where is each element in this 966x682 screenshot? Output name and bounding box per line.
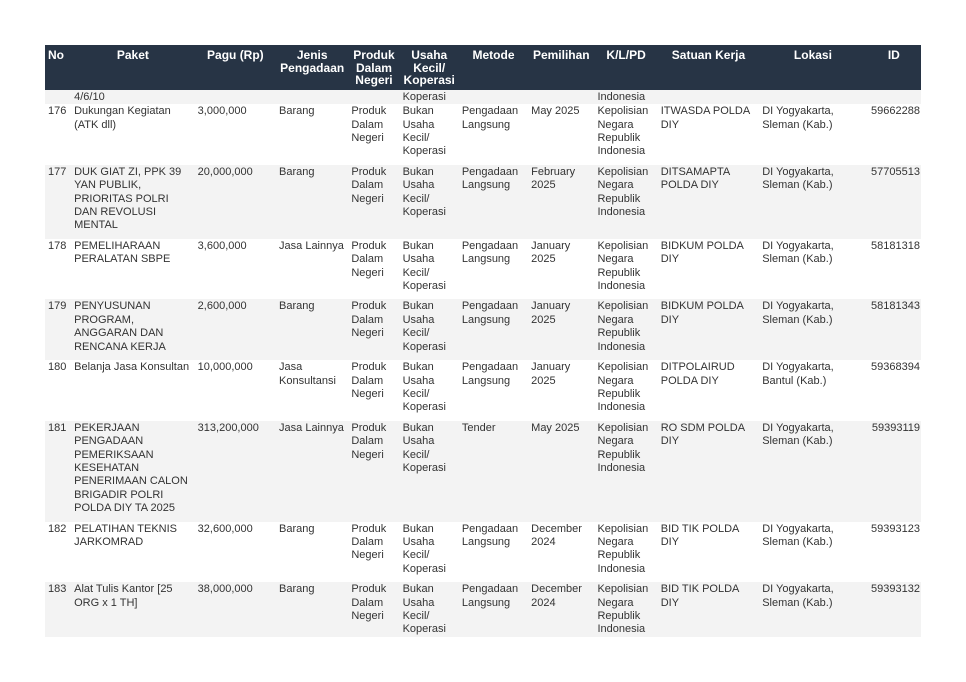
table-row: [45, 360, 921, 421]
cell-produk: Produk Dalam Negeri: [351, 522, 387, 562]
cell-paket: PENYUSUNAN PROGRAM, ANGGARAN DAN RENCANA KERJA: [71, 299, 195, 360]
cell-klpd: Indonesia: [594, 90, 657, 104]
table-row: [45, 104, 921, 165]
cell-id: 59393123: [871, 522, 920, 535]
cell-lokasi: DI Yogyakarta, Sleman (Kab.): [759, 582, 866, 637]
cell-id: [867, 90, 921, 104]
cell-metode: Pengadaan Langsung: [461, 522, 519, 548]
cell-jenis: Barang: [279, 105, 315, 118]
table-row: [45, 239, 921, 300]
cell-pemilihan: December 2024: [528, 582, 594, 637]
cell-pemilihan: May 2025: [528, 421, 594, 522]
cell-usaha: Bukan Usaha Kecil/ Koperasi: [400, 582, 459, 637]
cell-id: 59393119: [867, 421, 921, 522]
cell-pagu: 10,000,000: [197, 361, 253, 374]
cell-paket: PELATIHAN TEKNIS JARKOMRAD: [74, 522, 178, 548]
cell-id: 58181318: [871, 239, 920, 252]
header-usaha: Usaha Kecil/ Koperasi: [400, 45, 459, 90]
cell-jenis: Barang: [276, 582, 348, 637]
cell-pemilihan: December 2024: [531, 522, 582, 548]
cell-no: 178: [48, 239, 67, 252]
cell-satker: BIDKUM POLDA DIY: [660, 239, 744, 266]
cell-produk: [348, 90, 399, 104]
cell-jenis: [276, 90, 348, 104]
cell-satker: BIDKUM POLDA DIY: [658, 299, 759, 360]
cell-lokasi: DI Yogyakarta, Sleman (Kab.): [762, 239, 834, 266]
cell-metode: Pengadaan Langsung: [461, 105, 519, 131]
cell-paket: PEKERJAAN PENGADAAN PEMERIKSAAN KESEHATAN PENERIMAAN CALON BRIGADIR POLRI POLDA DIY TA 2025: [71, 421, 195, 522]
cell-produk: Produk Dalam Negeri: [351, 361, 387, 400]
cell-pagu: 3,600,000: [197, 239, 247, 252]
cell-usaha: Koperasi: [400, 90, 459, 104]
cell-pagu: 20,000,000: [195, 165, 276, 239]
cell-no: 179: [45, 299, 71, 360]
cell-no: 181: [45, 421, 71, 522]
cell-metode: Pengadaan Langsung: [459, 299, 528, 360]
cell-satker: DITPOLAIRUD POLDA DIY: [660, 361, 735, 387]
header-satker: Satuan Kerja: [658, 45, 759, 90]
header-id: ID: [867, 45, 921, 90]
cell-pagu: 2,600,000: [195, 299, 276, 360]
cell-klpd: Kepolisian Negara Republik Indonesia: [594, 582, 657, 637]
cell-metode: Pengadaan Langsung: [459, 165, 528, 239]
cell-satker: RO SDM POLDA DIY: [658, 421, 759, 522]
cell-satker: DITSAMAPTA POLDA DIY: [658, 165, 759, 239]
cell-produk: Produk Dalam Negeri: [351, 105, 387, 144]
cell-pagu: 3,000,000: [197, 105, 247, 118]
cell-satker: BID TIK POLDA DIY: [658, 582, 759, 637]
cell-metode: [459, 90, 528, 104]
cell-paket: Alat Tulis Kantor [25 ORG x 1 TH]: [71, 582, 195, 637]
cell-pemilihan: [528, 90, 594, 104]
cell-klpd: Kepolisian Negara Republik Indonesia: [594, 165, 657, 239]
cell-pemilihan: January 2025: [528, 299, 594, 360]
table-row: [45, 582, 921, 637]
cell-jenis: Jasa Lainnya: [276, 421, 348, 522]
header-jenis: Jenis Pengadaan: [276, 45, 348, 90]
cell-pagu: 313,200,000: [195, 421, 276, 522]
cell-jenis: Jasa Lainnya: [279, 239, 344, 252]
cell-paket: PEMELIHARAAN PERALATAN SBPE: [74, 239, 171, 266]
table-row: [45, 522, 921, 583]
cell-satker: BID TIK POLDA DIY: [660, 522, 739, 548]
cell-id: 59368394: [871, 361, 920, 374]
cell-usaha: Bukan Usaha Kecil/ Koperasi: [400, 165, 459, 239]
cell-klpd: Kepolisian Negara Republik Indonesia: [594, 299, 657, 360]
cell-lokasi: DI Yogyakarta, Sleman (Kab.): [762, 522, 834, 548]
table-row: [45, 421, 921, 522]
cell-klpd: Kepolisian Negara Republik Indonesia: [597, 361, 649, 414]
cell-satker: ITWASDA POLDA DIY: [660, 105, 750, 131]
cell-klpd: Kepolisian Negara Republik Indonesia: [597, 105, 649, 158]
header-row: [45, 45, 921, 90]
header-metode: Metode: [459, 45, 528, 90]
cell-no: 183: [45, 582, 71, 637]
cell-lokasi: DI Yogyakarta, Sleman (Kab.): [759, 165, 866, 239]
cell-satker: [658, 90, 759, 104]
cell-no: 182: [48, 522, 67, 535]
cell-metode: Pengadaan Langsung: [461, 239, 519, 266]
cell-id: 59662288: [871, 105, 920, 118]
cell-pagu: 32,600,000: [197, 522, 253, 535]
cell-klpd: Kepolisian Negara Republik Indonesia: [597, 239, 649, 293]
cell-paket: DUK GIAT ZI, PPK 39 YAN PUBLIK, PRIORITAS POLRI DAN REVOLUSI MENTAL: [71, 165, 195, 239]
cell-id: 57705513: [867, 165, 921, 239]
cell-id: 58181343: [867, 299, 921, 360]
header-pemilihan: Pemilihan: [528, 45, 594, 90]
cell-metode: Tender: [459, 421, 528, 522]
cell-lokasi: DI Yogyakarta, Bantul (Kab.): [762, 361, 834, 387]
cell-usaha: Bukan Usaha Kecil/ Koperasi: [402, 522, 446, 575]
header-paket: Paket: [71, 45, 195, 90]
cell-jenis: Jasa Konsultansi: [279, 361, 336, 387]
cell-jenis: Barang: [279, 522, 315, 535]
cell-produk: Produk Dalam Negeri: [348, 421, 399, 522]
cell-jenis: Barang: [276, 299, 348, 360]
cell-usaha: Bukan Usaha Kecil/ Koperasi: [402, 239, 446, 293]
cell-pemilihan: January 2025: [531, 239, 571, 266]
cell-usaha: Bukan Usaha Kecil/ Koperasi: [400, 421, 459, 522]
header-pagu: Pagu (Rp): [195, 45, 276, 90]
cell-klpd: Kepolisian Negara Republik Indonesia: [594, 421, 657, 522]
cell-pemilihan: February 2025: [528, 165, 594, 239]
cell-id: 59393132: [867, 582, 921, 637]
cell-produk: Produk Dalam Negeri: [348, 582, 399, 637]
cell-usaha: Bukan Usaha Kecil/ Koperasi: [402, 105, 446, 158]
header-no: No: [45, 45, 71, 90]
cell-no: 176: [48, 105, 67, 118]
cell-pemilihan: May 2025: [531, 105, 580, 118]
cell-klpd: Kepolisian Negara Republik Indonesia: [597, 522, 649, 575]
cell-usaha: Bukan Usaha Kecil/ Koperasi: [402, 361, 446, 414]
table-row: [45, 299, 921, 360]
continuation-row: [45, 90, 921, 104]
cell-no: 180: [48, 361, 67, 374]
cell-lokasi: DI Yogyakarta, Sleman (Kab.): [759, 421, 866, 522]
cell-no: [45, 90, 71, 104]
cell-no: 177: [45, 165, 71, 239]
cell-produk: Produk Dalam Negeri: [348, 165, 399, 239]
cell-lokasi: DI Yogyakarta, Sleman (Kab.): [762, 105, 834, 131]
cell-paket: Belanja Jasa Konsultan: [74, 361, 190, 374]
cell-pemilihan: January 2025: [531, 361, 571, 387]
cell-produk: Produk Dalam Negeri: [348, 299, 399, 360]
header-produk: Produk Dalam Negeri: [348, 45, 399, 90]
cell-lokasi: DI Yogyakarta, Sleman (Kab.): [759, 299, 866, 360]
header-klpd: K/L/PD: [594, 45, 657, 90]
table-row: [45, 165, 921, 239]
cell-pagu: [195, 90, 276, 104]
cell-metode: Pengadaan Langsung: [461, 361, 519, 387]
cell-paket: 4/6/10: [71, 90, 195, 104]
cell-lokasi: [759, 90, 866, 104]
cell-paket: Dukungan Kegiatan (ATK dll): [74, 105, 171, 131]
cell-produk: Produk Dalam Negeri: [351, 239, 387, 279]
cell-metode: Pengadaan Langsung: [459, 582, 528, 637]
procurement-table: [45, 45, 921, 637]
cell-usaha: Bukan Usaha Kecil/ Koperasi: [400, 299, 459, 360]
cell-jenis: Barang: [276, 165, 348, 239]
cell-pagu: 38,000,000: [195, 582, 276, 637]
header-lokasi: Lokasi: [759, 45, 866, 90]
